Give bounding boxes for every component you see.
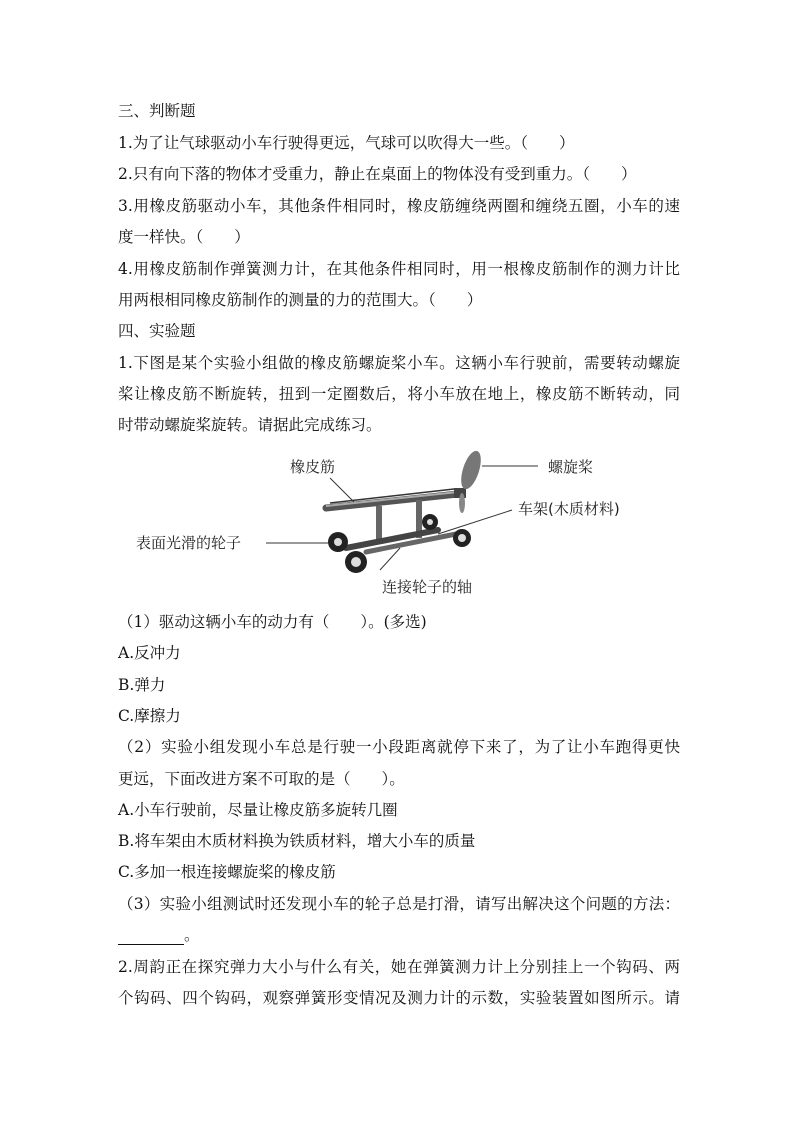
experiment-question-1-line-3: 时带动螺旋桨旋转。请据此完成练习。 [118,416,382,434]
sub-question-2-option-c: C.多加一根连接螺旋桨的橡皮筋 [118,863,336,881]
wheel-back-left [328,532,348,552]
label-axle: 连接轮子的轴 [382,578,473,596]
label-wheel: 表面光滑的轮子 [136,534,242,552]
propeller-car-figure [118,448,680,604]
section-3-heading: 三、判断题 [118,102,196,120]
sub-question-2-option-b: B.将车架由木质材料换为铁质材料，增大小车的质量 [118,832,476,850]
answer-end-mark: 。 [184,926,200,944]
judge-question-4-line-2: 用两根相同橡皮筋制作的测量的力的范围大。（ ） [118,291,483,309]
wheel-front-right [453,529,471,547]
experiment-question-1-line-2: 桨让橡皮筋不断旋转，扭到一定圈数后，将小车放在地上，橡皮筋不断转动，同 [118,385,680,403]
experiment-question-2-line-2: 个钩码、四个钩码，观察弹簧形变情况及测力计的示数，实验装置如图所示。请 [118,989,680,1007]
wheel-back-right [422,514,438,530]
sub-question-3-answer-line [118,925,200,945]
car-illustration [326,449,485,573]
answer-blank[interactable] [118,928,184,945]
sub-question-1: （1）驱动这辆小车的动力有（ ）。(多选) [118,613,427,631]
sub-question-2-line-1: （2）实验小组发现小车总是行驶一小段距离就停下来了，为了让小车跑得更快 [118,738,680,756]
experiment-question-2-line-1: 2.周韵正在探究弹力大小与什么有关，她在弹簧测力计上分别挂上一个钩码、两 [118,958,680,976]
sub-question-1-option-b: B.弹力 [118,676,166,694]
wheel-front-left [345,551,367,573]
sub-question-3-line-1: （3）实验小组测试时还发现小车的轮子总是打滑，请写出解决这个问题的方法： [118,895,680,913]
judge-question-3-line-2: 度一样快。（ ） [118,228,250,246]
label-frame: 车架(木质材料) [518,500,620,518]
judge-question-3-line-1: 3.用橡皮筋驱动小车，其他条件相同时，橡皮筋缠绕两圈和缠绕五圈，小车的速 [118,197,680,215]
judge-question-2: 2.只有向下落的物体才受重力，静止在桌面上的物体没有受到重力。（ ） [118,165,637,183]
judge-question-1: 1.为了让气球驱动小车行驶得更远，气球可以吹得大一些。（ ） [118,134,575,152]
sub-question-2-option-a: A.小车行驶前，尽量让橡皮筋多旋转几圈 [118,801,398,819]
label-propeller: 螺旋桨 [548,458,594,476]
judge-question-4-line-1: 4.用橡皮筋制作弹簧测力计，在其他条件相同时，用一根橡皮筋制作的测力计比 [118,260,680,278]
sub-question-1-option-a: A.反冲力 [118,644,181,662]
experiment-question-1-line-1: 1.下图是某个实验小组做的橡皮筋螺旋桨小车。这辆小车行驶前，需要转动螺旋 [118,354,680,372]
sub-question-1-option-c: C.摩擦力 [118,707,181,725]
label-rubber-band: 橡皮筋 [290,458,336,476]
sub-question-2-line-2: 更远，下面改进方案不可取的是（ ）。 [118,770,405,788]
section-4-heading: 四、实验题 [118,322,196,340]
